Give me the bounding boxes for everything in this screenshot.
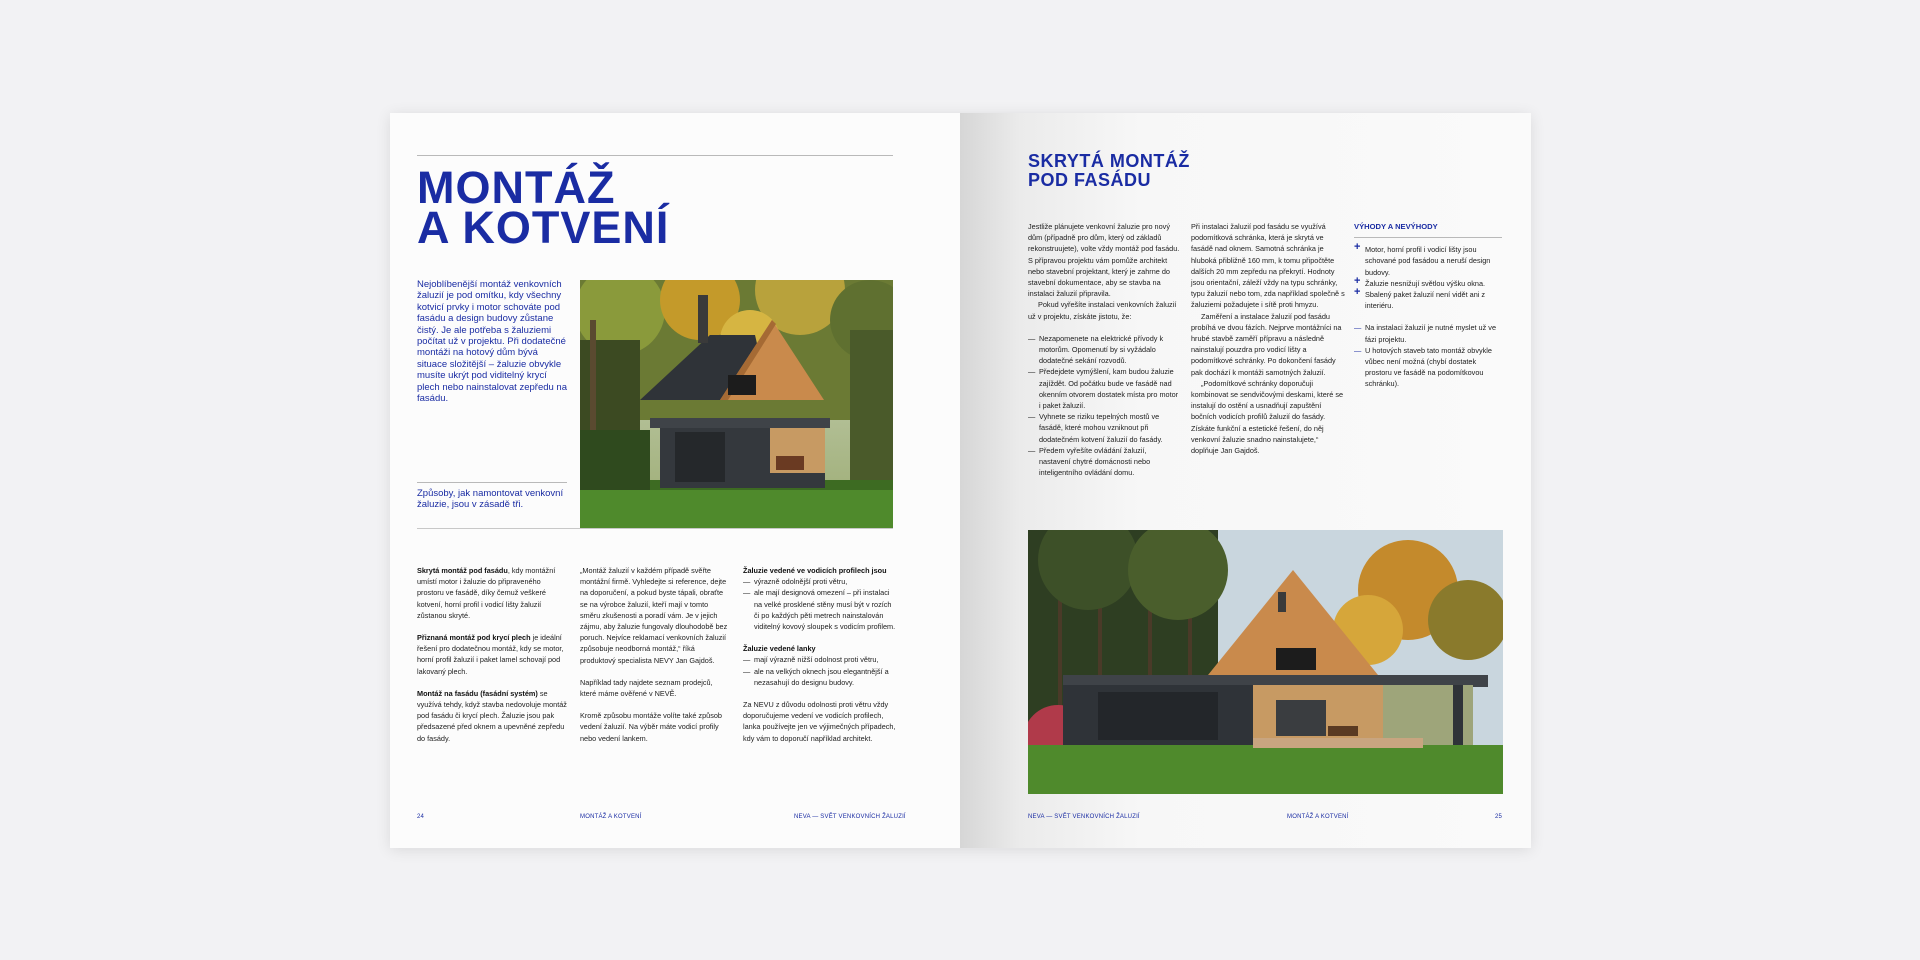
paragraph: Za NEVU z důvodu odolnosti proti větru vždy doporučujeme vedení ve vodicích profilech, lanka používejte jen ve výjimečných případech, kdy vám to doporučí například architekt. xyxy=(743,700,896,743)
section-rule xyxy=(417,528,893,529)
house-photo xyxy=(1028,530,1503,794)
paragraph: „Montáž žaluzií v každém případě svěřte montážní firmě. Vyhledejte si reference, dejte na doporučení, a pokud byste tápali, obraťte se na výrobce žaluzií, kteří mají v tomto směru zkušenosti a poradí vám. Je v jejich zájmu, aby žaluzie fungovaly dlouhodobě bez poruch. Nejvíce reklamací venkovních žaluzií způsobuje neodborná montáž,“ říká produktový specialista NEVY Jan Gajdoš. xyxy=(580,566,728,665)
section-title xyxy=(1028,152,1190,190)
term: Přiznaná montáž pod krycí plech xyxy=(417,633,531,643)
paragraph: Kromě způsobu montáže volíte také způsob vedení žaluzií. Na výběr máte vodicí profily nebo vedení lankem. xyxy=(580,711,722,743)
lead-paragraph: Nejoblíbenější montáž venkovních žaluzií je pod omítku, kdy všechny kotvicí prvky i motor schováte pod fasádu a design budovy zůstane čistý. Je ale potřeba s žaluziemi počítat už v projektu. Při dodatečné montáži na hotový dům bývá situace složitější – žaluzie obvykle musíte ukrýt pod viditelný krycí plech nebo nainstalovat zepředu na fasádu. xyxy=(417,279,568,405)
paragraph xyxy=(417,632,567,677)
house-photo xyxy=(580,280,893,529)
top-rule xyxy=(417,155,893,156)
text-column xyxy=(1191,221,1345,467)
intro-note: Způsoby, jak namontovat venkovní žaluzie, jsou v zásadě tři. xyxy=(417,488,564,511)
running-brand: NEVA — SVĚT VENKOVNÍCH ŽALUZIÍ xyxy=(1028,814,1140,820)
list-item: — mají výrazně nižší odolnost proti větru, xyxy=(743,654,897,665)
list-item: — Předejdete vymýšlení, kam budou žaluzie zajíždět. Od počátku bude ve fasádě nad okenním otvorem dostatek místa pro motor i paket žaluzií. xyxy=(1028,366,1180,411)
page-title xyxy=(417,162,670,253)
term: Montáž na fasádu (fasádní systém) xyxy=(417,688,538,698)
con-item: — U hotových staveb tato montáž obvykle vůbec není možná (chybí dostatek prostoru ve fasádě na podomítkovou schránku). xyxy=(1354,345,1502,390)
con-item: — Na instalaci žaluzií je nutné myslet už ve fázi projektu. xyxy=(1354,322,1502,344)
left-page xyxy=(390,113,960,848)
subheading: Žaluzie vedené lanky xyxy=(743,644,816,654)
running-section: MONTÁŽ A KOTVENÍ xyxy=(1287,814,1349,820)
paragraph xyxy=(417,688,567,744)
title-line: A KOTVENÍ xyxy=(417,202,670,253)
list-item: — ale mají designová omezení – při instalaci na velké prosklené stěny musí být v rozích či po každých pěti metrech nainstalován viditelný kovový sloupek s vodicím profilem. xyxy=(743,587,897,632)
paragraph-text: , kdy montážní umístí motor i žaluzie do připraveného prostoru ve fasádě, díky čemuž veškeré kotvení, horní profil i vodicí lišty žaluzií zůstanou skryté. xyxy=(417,566,556,620)
sidebar-title: VÝHODY A NEVÝHODY xyxy=(1354,221,1502,238)
paragraph: Jestliže plánujete venkovní žaluzie pro nový dům (případně pro dům, který od základů rekonstruujete), volte vždy montáž pod fasádu. S přípravou projektu vám pomůže architekt nebo stavební projektant, který je zahrne do stavební dokumentace, aby se stavba na instalaci žaluzií připravila. xyxy=(1028,222,1180,299)
title-line: POD FASÁDU xyxy=(1028,170,1152,190)
text-column xyxy=(580,565,730,755)
subheading: Žaluzie vedené ve vodicích profilech jsou xyxy=(743,566,887,575)
list-item: — výrazně odolnější proti větru, xyxy=(743,576,897,587)
title-line: MONTÁŽ xyxy=(417,162,616,213)
list-item: — Nezapomenete na elektrické přívody k motorům. Opomenutí by si vyžádalo dodatečné sekání rozvodů. xyxy=(1028,333,1180,367)
pros-cons-sidebar xyxy=(1354,221,1502,390)
divider xyxy=(417,482,567,483)
text-column xyxy=(743,565,897,755)
list-item: — Vyhnete se riziku tepelných mostů ve fasádě, které mohou vzniknout při dodatečném kotvení žaluzií do fasády. xyxy=(1028,411,1180,445)
paragraph: Zaměření a instalace žaluzií pod fasádu probíhá ve dvou fázích. Nejprve montážníci na hrubé stavbě zaměří přípravu a následně nainstalují pouzdra pro vodicí lišty a podomítkové schránky. Po dokončení fasády pak dochází k montáži samotných žaluzií. xyxy=(1191,311,1342,377)
magazine-spread xyxy=(390,113,1531,848)
running-brand: NEVA — SVĚT VENKOVNÍCH ŽALUZIÍ xyxy=(794,814,906,820)
text-column xyxy=(1028,221,1180,478)
right-page xyxy=(960,113,1531,848)
text-column xyxy=(417,565,567,755)
page-number: 24 xyxy=(417,814,425,820)
paragraph: Například tady najdete seznam prodejců, které máme ověřené v NEVĚ. xyxy=(580,677,713,699)
pro-item: + Žaluzie nesnižují světlou výšku okna. xyxy=(1354,278,1502,289)
paragraph: „Podomítkové schránky doporučuji kombinovat se sendvičovými deskami, které se instalují do ostění a usnadňují zapuštění bočních vodicích profilů žaluzií do fasády. Získáte funkční a estetické řešení, do něj venkovní žaluzie snadno nainstalujete,“ doplňuje Jan Gajdoš. xyxy=(1191,378,1344,456)
paragraph-text: je ideální řešení pro dodatečnou montáž, kdy se motor, horní profil žaluzií i paket lamel schovají pod lakovaný plech. xyxy=(417,633,564,676)
paragraph-text: se využívá tehdy, když stavba nedovoluje montáž pod fasádu či krycí plech. Žaluzie jsou pak předsazené před oknem a upevněné zepředu do fasády. xyxy=(417,688,567,743)
list-item: — ale na velkých oknech jsou elegantnější a nezasahují do designu budovy. xyxy=(743,666,897,688)
term: Skrytá montáž pod fasádu xyxy=(417,566,508,575)
paragraph: Při instalaci žaluzií pod fasádu se využívá podomítková schránka, která je skrytá ve fasádě nad oknem. Samotná schránka je hluboká přibližně 160 mm, k tomu připočtěte dalších 20 mm zepředu na překrytí. Hodnoty jsou orientační, záleží vždy na typu schránky, typu žaluzií nebo tom, zda například společně s žaluziemi požadujete i sítě proti hmyzu. xyxy=(1191,222,1345,310)
paragraph: Pokud vyřešíte instalaci venkovních žaluzií už v projektu, získáte jistotu, že: xyxy=(1028,300,1177,321)
title-line: SKRYTÁ MONTÁŽ xyxy=(1028,151,1190,171)
running-section: MONTÁŽ A KOTVENÍ xyxy=(580,814,642,820)
page-number: 25 xyxy=(1495,814,1503,820)
list-item: — Předem vyřešíte ovládání žaluzií, nastavení chytré domácnosti nebo inteligentního ovládání domu. xyxy=(1028,445,1180,479)
pro-item: + Motor, horní profil i vodicí lišty jsou schované pod fasádou a neruší design budovy. xyxy=(1354,244,1502,278)
pro-item: + Sbalený paket žaluzií není vidět ani z interiéru. xyxy=(1354,289,1502,311)
paragraph xyxy=(417,565,567,621)
